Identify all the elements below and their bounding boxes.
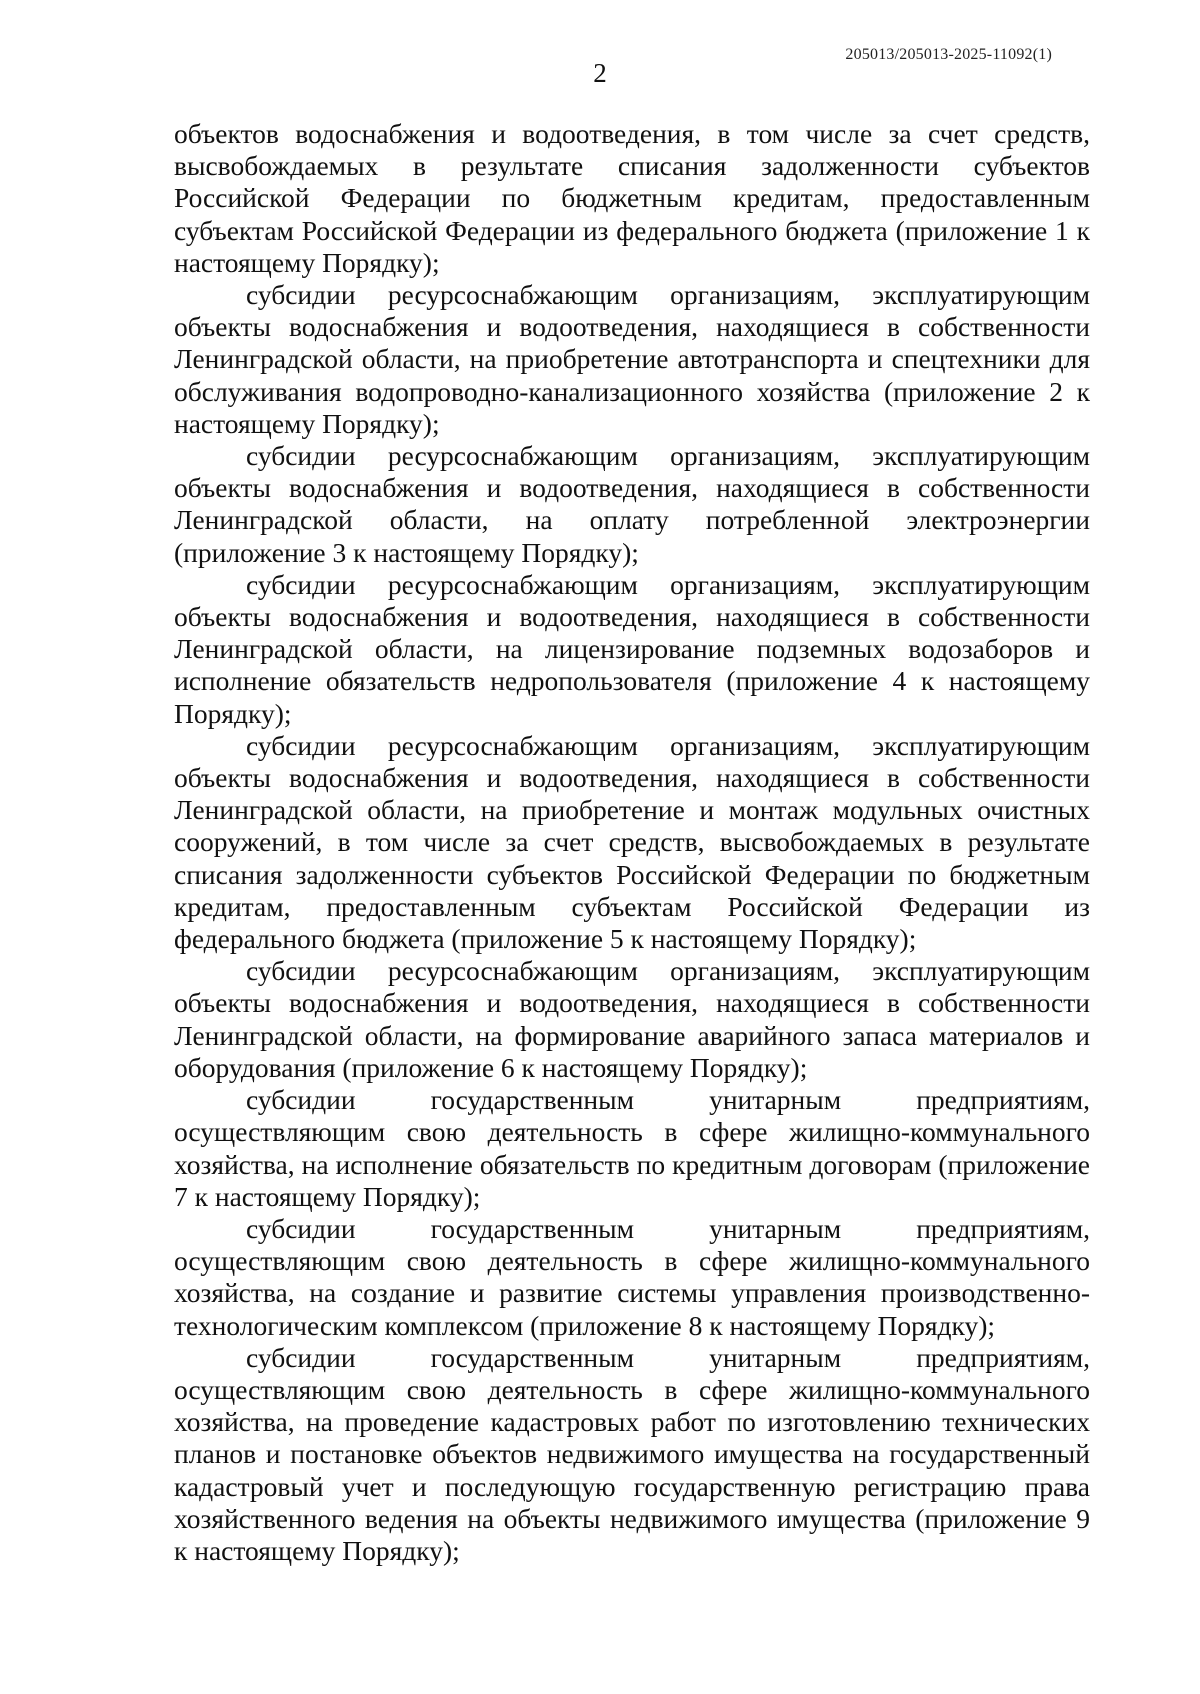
paragraph-appendix-9: субсидии государственным унитарным предприятиям, осуществляющим свою деятельность в сфере жилищно-коммунального хозяйства, на проведение кадастровых работ по изготовлению технических планов и постановке объектов недвижимого имущества на государственный кадастровый учет и последующую государственную регистрацию права хозяйственного ведения на объекты недвижимого имущества (приложение 9 к настоящему Порядку); [174,1341,1090,1566]
page-number: 2 [593,58,607,88]
paragraph-appendix-7: субсидии государственным унитарным предприятиям, осуществляющим свою деятельность в сфере жилищно-коммунального хозяйства, на исполнение обязательств по кредитным договорам (приложение 7 к настоящему Порядку); [174,1084,1090,1212]
paragraph-appendix-4: субсидии ресурсоснабжающим организациям, эксплуатирующим объекты водоснабжения и водоотведения, находящиеся в собственности Ленинградской области, на лицензирование подземных водозаборов и исполнение обязательств недропользователя (приложение 4 к настоящему Порядку); [174,568,1090,729]
paragraph-appendix-5: субсидии ресурсоснабжающим организациям, эксплуатирующим объекты водоснабжения и водоотведения, находящиеся в собственности Ленинградской области, на приобретение и монтаж модульных очистных сооружений, в том числе за счет средств, высвобождаемых в результате списания задолженности субъектов Российской Федерации по бюджетным кредитам, предоставленным субъектам Российской Федерации из федерального бюджета (приложение 5 к настоящему Порядку); [174,729,1090,955]
paragraph-appendix-2: субсидии ресурсоснабжающим организациям, эксплуатирующим объекты водоснабжения и водоотведения, находящиеся в собственности Ленинградской области, на приобретение автотранспорта и спецтехники для обслуживания водопроводно-канализационного хозяйства (приложение 2 к настоящему Порядку); [174,279,1090,439]
paragraph-appendix-3: субсидии ресурсоснабжающим организациям, эксплуатирующим объекты водоснабжения и водоотведения, находящиеся в собственности Ленинградской области, на оплату потребленной электроэнергии (приложение 3 к настоящему Порядку); [174,440,1090,568]
document-id: 205013/205013-2025-11092(1) [845,46,1052,63]
document-body [174,118,1090,1567]
paragraph-appendix-6: субсидии ресурсоснабжающим организациям, эксплуатирующим объекты водоснабжения и водоотведения, находящиеся в собственности Ленинградской области, на формирование аварийного запаса материалов и оборудования (приложение 6 к настоящему Порядку); [174,955,1090,1083]
paragraph-continuation: объектов водоснабжения и водоотведения, в том числе за счет средств, высвобождаемых в результате списания задолженности субъектов Российской Федерации по бюджетным кредитам, предоставленным субъектам Российской Федерации из федерального бюджета (приложение 1 к настоящему Порядку); [174,118,1090,278]
paragraph-appendix-8: субсидии государственным унитарным предприятиям, осуществляющим свою деятельность в сфере жилищно-коммунального хозяйства, на создание и развитие системы управления производственно-технологическим комплексом (приложение 8 к настоящему Порядку); [174,1212,1090,1341]
